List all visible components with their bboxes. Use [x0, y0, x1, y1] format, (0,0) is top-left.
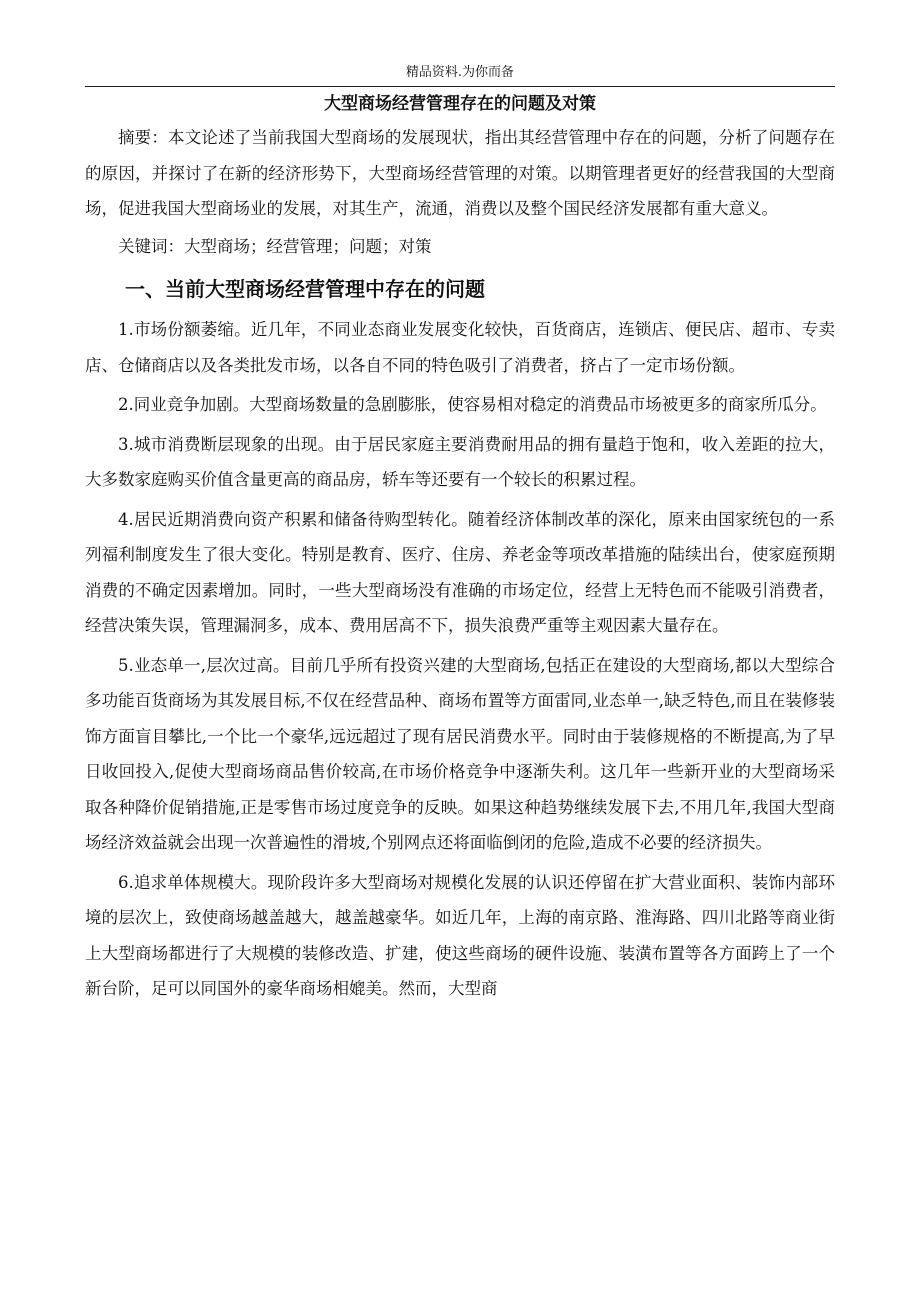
list-item: 4.居民近期消费向资产积累和储备待购型转化。随着经济体制改革的深化，原来由国家统包的一系列福利制度发生了很大变化。特别是教育、医疗、住房、养老金等项改革措施的陆续出台，使家庭预期消费的不确定因素增加。同时，一些大型商场没有准确的市场定位，经营上无特色而不能吸引消费者，经营决策失误，管理漏洞多，成本、费用居高不下，损失浪费严重等主观因素大量存在。: [85, 509, 835, 635]
list-item: 2.同业竞争加剧。大型商场数量的急剧膨胀，使容易相对稳定的消费品市场被更多的商家所瓜分。: [118, 395, 827, 414]
list-item: 1.市场份额萎缩。近几年，不同业态商业发展变化较快，百货商店，连锁店、便民店、超市、专卖店、仓储商店以及各类批发市场，以各自不同的特色吸引了消费者，挤占了一定市场份额。: [85, 320, 835, 375]
section-heading: 一、当前大型商场经营管理中存在的问题: [125, 277, 485, 301]
list-item: 5.业态单一,层次过高。目前几乎所有投资兴建的大型商场,包括正在建设的大型商场,都以大型综合多功能百货商场为其发展目标,不仅在经营品种、商场布置等方面雷同,业态单一,缺乏特色,而且在装修装饰方面盲目攀比,一个比一个豪华,远远超过了现有居民消费水平。同时由于装修规格的不断提高,为了早日收回投入,促使大型商场商品售价较高,在市场价格竞争中逐渐失利。这几年一些新开业的大型商场采取各种降价促销措施,正是零售市场过度竞争的反映。如果这种趋势继续发展下去,不用几年,我国大型商场经济效益就会出现一次普遍性的滑坡,个别网点还将面临倒闭的危险,造成不必要的经济损失。: [85, 655, 835, 852]
document-title: 大型商场经营管理存在的问题及对策: [324, 94, 596, 114]
list-item: 6.追求单体规模大。现阶段许多大型商场对规模化发展的认识还停留在扩大营业面积、装饰内部环境的层次上，致使商场越盖越大，越盖越豪华。如近几年，上海的南京路、淮海路、四川北路等商业街上大型商场都进行了大规模的装修改造、扩建，使这些商场的硬件设施、装潢布置等各方面跨上了一个新台阶，足可以同国外的豪华商场相媲美。然而，大型商: [85, 872, 835, 998]
keywords-line: 关键词：大型商场；经营管理；问题；对策: [118, 236, 432, 256]
problem-list: [85, 312, 835, 1007]
abstract-paragraph: 摘要：本文论述了当前我国大型商场的发展现状，指出其经营管理中存在的问题，分析了问题存在的原因，并探讨了在新的经济形势下，大型商场经营管理的对策。以期管理者更好的经营我国的大型商场，促进我国大型商场业的发展，对其生产，流通，消费以及整个国民经济发展都有重大意义。: [85, 128, 835, 218]
page-header: 精品资料.为你而备: [85, 62, 835, 87]
document-body: [85, 90, 835, 1011]
list-item: 3.城市消费断层现象的出现。由于居民家庭主要消费耐用品的拥有量趋于饱和，收入差距的拉大，大多数家庭购买价值含量更高的商品房，轿车等还要有一个较长的积累过程。: [85, 434, 835, 489]
